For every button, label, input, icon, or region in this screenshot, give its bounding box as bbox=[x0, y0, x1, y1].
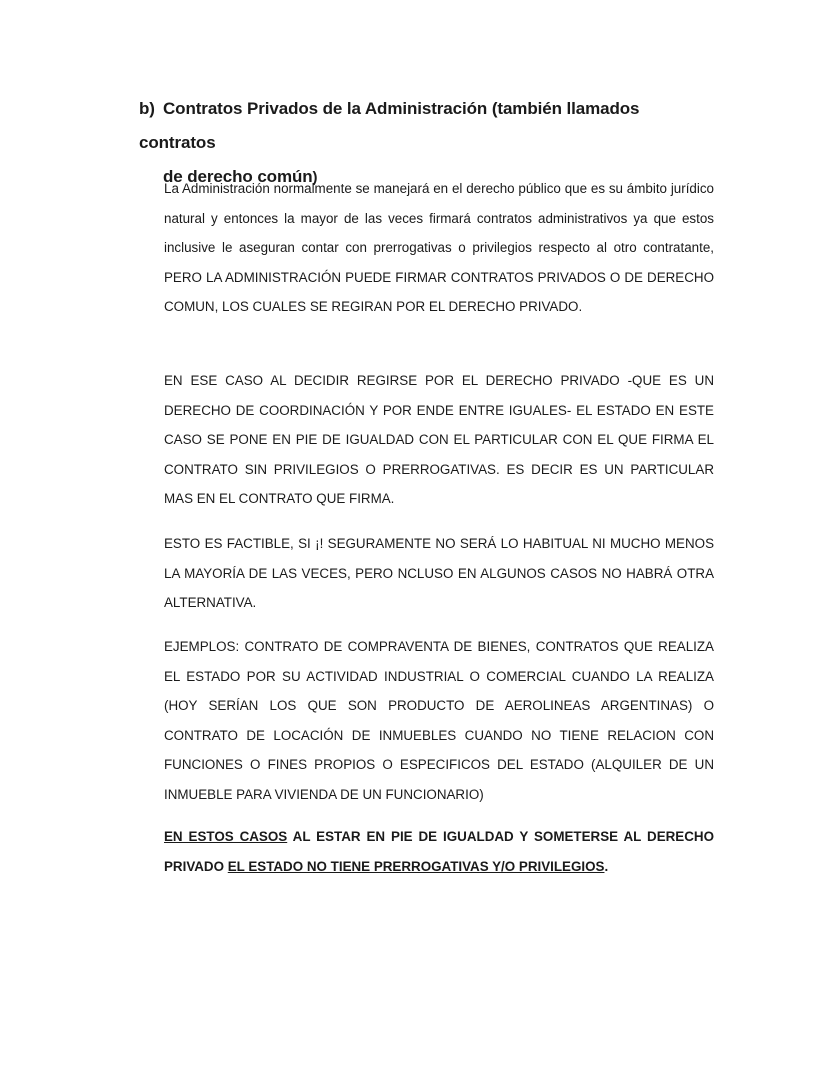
paragraph-feasibility: ESTO ES FACTIBLE, SI ¡! SEGURAMENTE NO SERÁ LO HABITUAL NI MUCHO MENOS LA MAYORÍA DE LAS VECES, PERO NCLUSO EN ALGUNOS CASOS NO HABRÁ OTRA ALTERNATIVA. bbox=[164, 536, 714, 611]
conclusion-underlined-end: EL ESTADO NO TIENE PRERROGATIVAS Y/O PRIVILEGIOS bbox=[227, 858, 605, 874]
section-heading-closing-paren: ) bbox=[312, 169, 318, 186]
paragraph-examples: EJEMPLOS: CONTRATO DE COMPRAVENTA DE BIENES, CONTRATOS QUE REALIZA EL ESTADO POR SU ACTIVIDAD INDUSTRIAL O COMERCIAL CUANDO LA REALIZA (HOY SERÍAN LOS QUE SON PRODUCTO DE AEROLINEAS ARGENTINAS) O CONTRATO DE LOCACIÓN DE INMUEBLES CUANDO NO TIENE RELACION CON FUNCIONES O FINES PROPIOS O ESPECIFICOS DEL ESTADO (ALQUILER DE UN INMUEBLE PARA VIVIENDA DE UN FUNCIONARIO) bbox=[164, 639, 714, 802]
conclusion-middle: AL ESTAR EN PIE DE IGUALDAD Y SOMETERSE AL DERECHO PRIVADO bbox=[164, 829, 714, 874]
conclusion-final-period: . bbox=[604, 858, 609, 874]
paragraph-conclusion bbox=[164, 822, 714, 881]
section-heading-line2-text: de derecho común bbox=[163, 167, 313, 186]
section-marker: b) bbox=[139, 99, 155, 118]
conclusion-underlined-start: EN ESTOS CASOS bbox=[164, 829, 288, 844]
section-heading-line1: Contratos Privados de la Administración (también llamados contratos bbox=[139, 99, 640, 152]
paragraph-intro: La Administración normalmente se manejará en el derecho público que es su ámbito jurídico natural y entonces la mayor de las veces firmará contratos administrativos ya que estos inclusive le aseguran contar con prerrogativas o privilegios respecto al otro contratante, PERO LA ADMINISTRACIÓN PUEDE FIRMAR CONTRATOS PRIVADOS O DE DERECHO COMUN, LOS CUALES SE REGIRAN POR EL DERECHO PRIVADO. bbox=[164, 181, 714, 315]
paragraph-private-law: EN ESE CASO AL DECIDIR REGIRSE POR EL DERECHO PRIVADO -QUE ES UN DERECHO DE COORDINACIÓN Y POR ENDE ENTRE IGUALES- EL ESTADO EN ESTE CASO SE PONE EN PIE DE IGUALDAD CON EL PARTICULAR CON EL QUE FIRMA EL CONTRATO SIN PRIVILEGIOS O PRERROGATIVAS. ES DECIR ES UN PARTICULAR MAS EN EL CONTRATO QUE FIRMA. bbox=[164, 373, 714, 507]
